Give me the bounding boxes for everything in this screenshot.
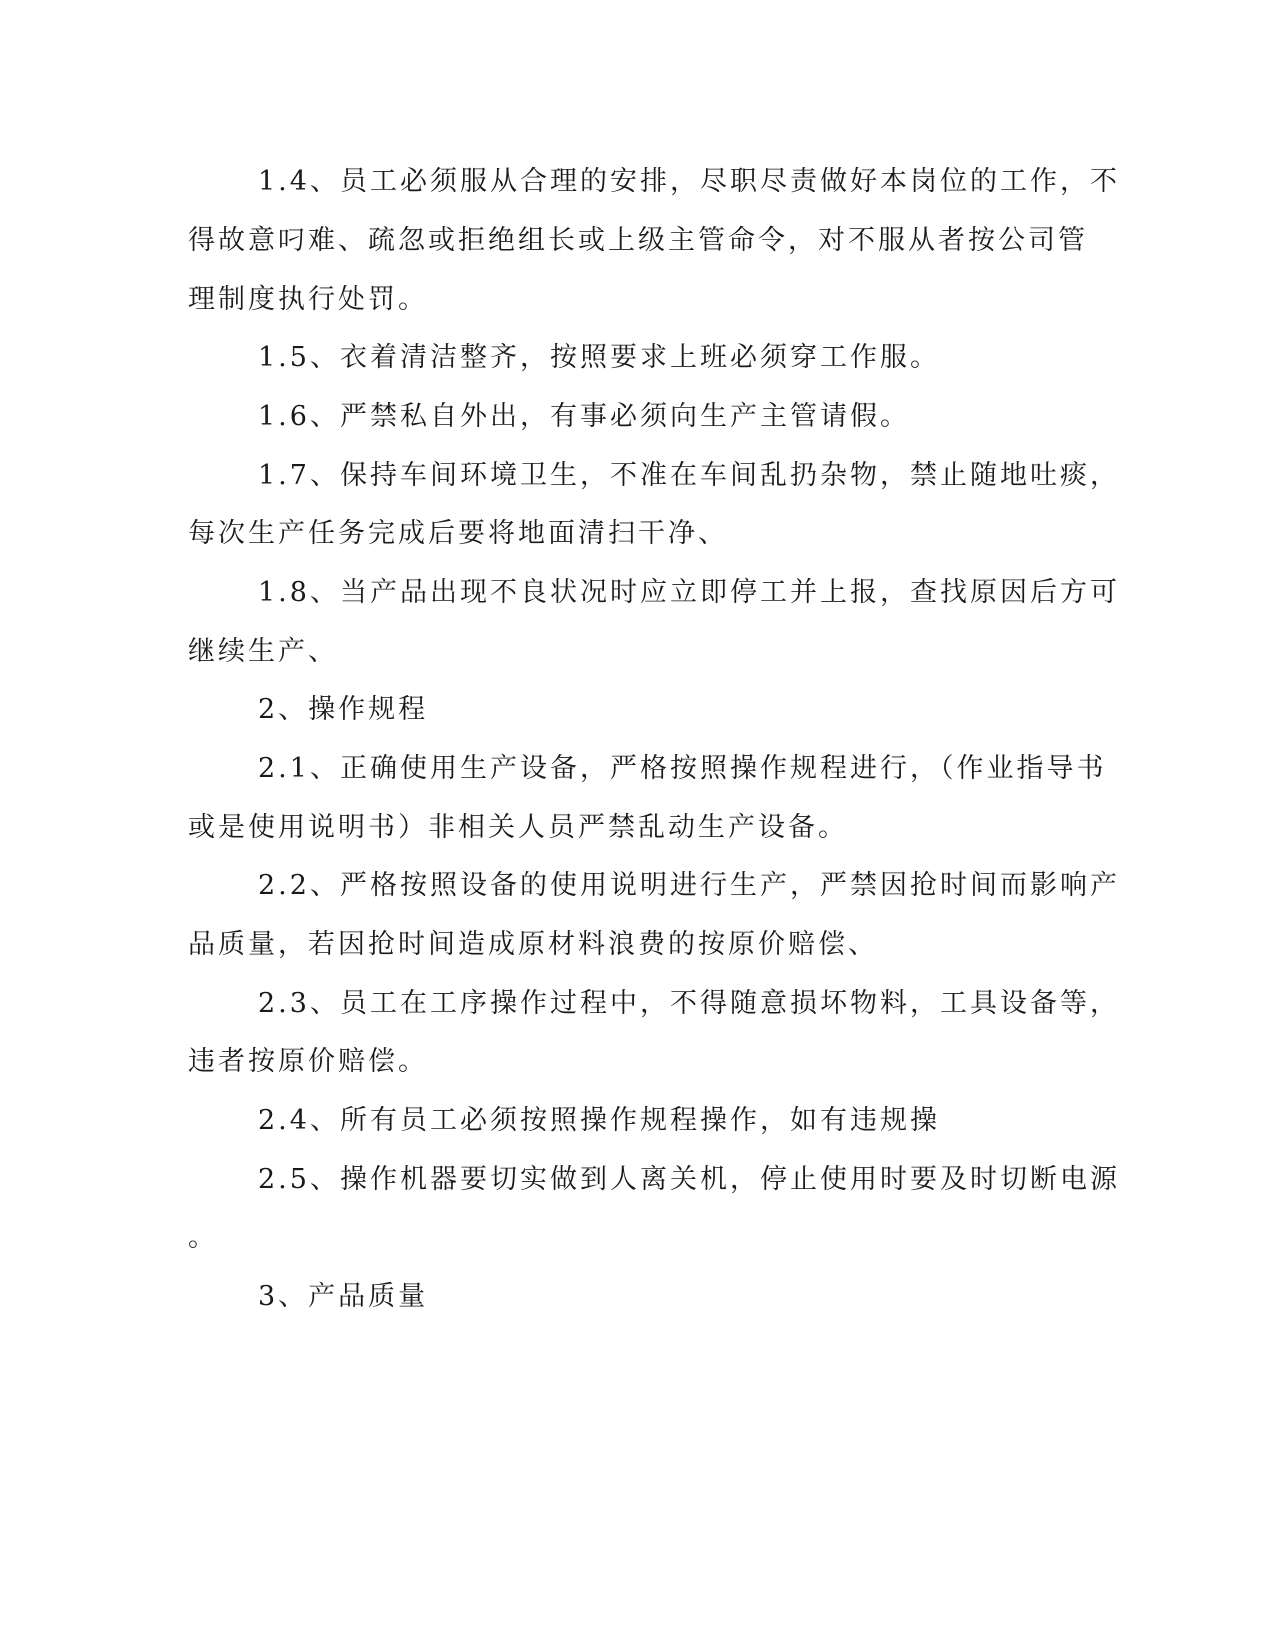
text-line: 2.1、正确使用生产设备，严格按照操作规程进行，（作业指导书 [258, 753, 1107, 784]
text-line: 得故意叼难、疏忽或拒绝组长或上级主管命令，对不服从者按公司管 [188, 225, 1088, 256]
text-line: 。 [188, 1222, 218, 1253]
text-line: 1.7、保持车间环境卫生，不准在车间乱扔杂物，禁止随地吐痰， [258, 460, 1120, 491]
text-line: 继续生产、 [188, 636, 338, 667]
text-line: 1.4、员工必须服从合理的安排，尽职尽责做好本岗位的工作，不 [258, 166, 1120, 197]
text-line: 理制度执行处罚。 [188, 284, 428, 315]
text-line: 2.5、操作机器要切实做到人离关机，停止使用时要及时切断电源 [258, 1164, 1120, 1195]
text-line: 2.2、严格按照设备的使用说明进行生产，严禁因抢时间而影响产 [258, 870, 1120, 901]
text-line: 1.5、衣着清洁整齐，按照要求上班必须穿工作服。 [258, 342, 940, 373]
text-line: 1.6、严禁私自外出，有事必须向生产主管请假。 [258, 401, 910, 432]
text-line: 违者按原价赔偿。 [188, 1046, 428, 1077]
text-line: 1.8、当产品出现不良状况时应立即停工并上报，查找原因后方可 [258, 577, 1120, 608]
section-heading: 2、操作规程 [258, 694, 429, 725]
text-line: 2.4、所有员工必须按照操作规程操作，如有违规操 [258, 1105, 940, 1136]
text-line: 每次生产任务完成后要将地面清扫干净、 [188, 518, 728, 549]
text-line: 品质量，若因抢时间造成原材料浪费的按原价赔偿、 [188, 929, 878, 960]
text-line: 2.3、员工在工序操作过程中，不得随意损坏物料，工具设备等， [258, 988, 1120, 1019]
text-line: 或是使用说明书）非相关人员严禁乱动生产设备。 [188, 812, 848, 843]
section-heading: 3、产品质量 [258, 1281, 429, 1312]
